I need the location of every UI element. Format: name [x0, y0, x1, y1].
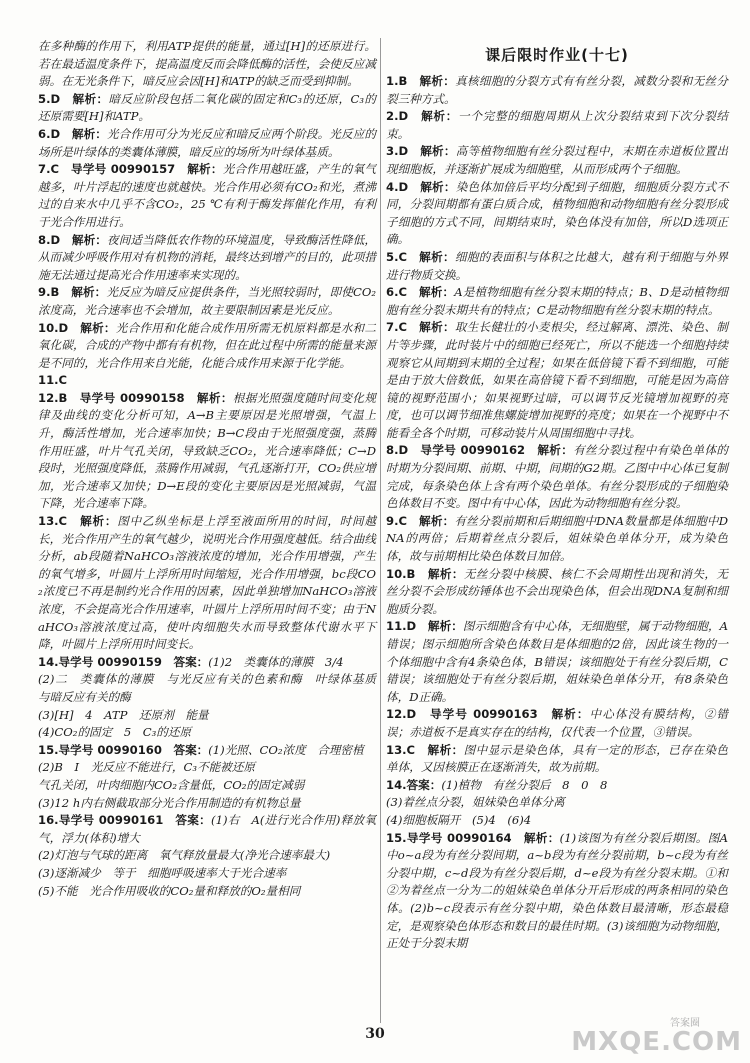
answer-text: 光合作用越旺盛，产生的氧气越多，叶片浮起的速度也就越快。光合作用必须有CO₂和光，煮沸过的自来水中几乎不含CO₂，25 ℃有利于酶发挥催化作用，有利于光合作用进行。 [38, 162, 376, 229]
answer-text: 一个完整的细胞周期从上次分裂结束到下次分裂结束。 [386, 109, 728, 141]
watermark-subtitle: 答案圈 [670, 1018, 700, 1029]
answer-item [38, 513, 376, 654]
answer-head: 导学号 00990159 答案： [58, 654, 209, 669]
answer-text: A是植物细胞有丝分裂末期的特点；B、D是动植物细胞有丝分裂末期共有的特点；C是动物细胞有丝分裂末期的特点。 [386, 285, 728, 317]
answer-head: D 导学号 00990162 解析： [398, 443, 574, 458]
answer-head: 答案： [406, 777, 442, 792]
answer-item [38, 161, 376, 231]
answer-text: (1)该图为有丝分裂后期图。图A中o~a段为有丝分裂间期，a~b段为有丝分裂前期，b~c段为有丝分裂中期，c~d段为有丝分裂后期，d~e段为有丝分裂末期。①和②为着丝点一分为二的姐妹染色单体分开后形成的两条相同的染色体。(2)b~c段表示有丝分裂中期，染色体数目最清晰，形态最稳定，是观察染色体形态和数目的最佳时期。(3)该细胞为动物细胞，正处于分裂末期 [386, 830, 728, 951]
answer-item [386, 179, 728, 249]
answer-number: 10. [38, 320, 59, 335]
answer-item [386, 830, 728, 953]
answer-text: 中心体没有膜结构，②错误；赤道板不是真实存在的结构，仅代表一个位置，③错误。 [386, 707, 728, 739]
answer-number: 13. [38, 514, 59, 529]
answer-item [38, 91, 376, 126]
answer-number: 12. [38, 390, 59, 405]
answer-head: C 解析： [406, 742, 464, 757]
answer-text: 图示细胞含有中心体，无细胞壁，属于动物细胞，A错误；图示细胞所含染色体数目是体细胞的2倍，因此该生物的一个体细胞中含有4条染色体，B错误；该细胞处于有丝分裂后期，C错误；该细胞处于有丝分裂后期，姐妹染色单体分开，有8条染色体，D正确。 [386, 619, 729, 704]
answer-head: D 导学号 00990163 解析： [406, 707, 590, 722]
answer-text: (1)右 A(进行光合作用)释放氧气，浮力(体积)增大 (2)灯泡与气球的距离 氧气释放量最大(净光合速率最大) (3)逐渐减少 等于 细胞呼吸速率大于光合速率 (5)不能 光合作用吸收的CO₂量和释放的O₂量相同 [38, 813, 377, 898]
answer-head: C [58, 373, 68, 388]
answer-number: 14. [386, 777, 407, 792]
answer-head: B 解析： [406, 566, 464, 581]
answer-item [38, 126, 376, 161]
answer-number: 13. [386, 742, 407, 757]
answer-number: 11. [386, 619, 407, 634]
answer-number: 15. [38, 742, 59, 757]
answer-item [38, 742, 376, 812]
answer-text: 细胞的表面积与体积之比越大，越有利于细胞与外界进行物质交换。 [386, 249, 728, 282]
answer-text: 高等植物细胞有丝分裂过程中，末期在赤道板位置出现细胞板，并逐渐扩展成为细胞壁，从而形成两个子细胞。 [386, 144, 728, 176]
answer-number: 14. [38, 654, 59, 669]
answer-head: D 解析： [406, 619, 463, 634]
answer-head: D 解析： [398, 179, 456, 194]
answer-item [38, 390, 376, 513]
answer-item [38, 654, 376, 742]
answer-head: C 解析： [58, 514, 118, 529]
right-answers [386, 73, 728, 953]
answer-number: 5. [386, 249, 399, 264]
answer-item [38, 232, 376, 285]
answer-head: C 解析： [398, 249, 455, 264]
answer-number: 8. [386, 443, 399, 458]
answer-head: D 解析： [50, 232, 108, 247]
answer-item [386, 513, 728, 566]
answer-text: 光合作用和化能合成作用所需无机原料都是水和二氧化碳，合成的产物中都有有机物，但在此过程中所需的能量来源是不同的，光合作用来自光能，化能合成作用来源于化学能。 [38, 320, 376, 370]
answer-number: 6. [38, 126, 51, 141]
answer-item [386, 742, 728, 777]
answer-head: C 解析： [398, 513, 455, 528]
answer-number: 7. [386, 320, 399, 335]
answer-item [386, 618, 728, 706]
answer-number: 16. [38, 813, 59, 828]
answer-item [386, 442, 728, 512]
answer-head: C 解析： [398, 320, 455, 335]
right-column [386, 38, 728, 953]
answer-number: 10. [386, 566, 407, 581]
answer-item [38, 812, 376, 900]
answer-item [386, 249, 728, 284]
answer-head: D 解析： [398, 144, 456, 159]
answer-number: 3. [386, 144, 399, 159]
answer-text: 暗反应阶段包括二氧化碳的固定和C₃的还原，C₃的还原需要[H]和ATP。 [38, 91, 377, 124]
answer-head: C 导学号 00990157 解析： [50, 162, 223, 177]
answer-text: 在多种酶的作用下，利用ATP提供的能量，通过[H]的还原进行。若在最适温度条件下，提高温度反而会降低酶的活性，会使反应减弱。在无光条件下，暗反应会因[H]和ATP的缺乏而受到抑制。 [38, 39, 376, 89]
answer-item [386, 143, 728, 178]
answer-number: 15. [386, 830, 407, 845]
answer-number: 9. [386, 513, 399, 528]
answer-head: C 解析： [398, 285, 455, 300]
answer-item [386, 319, 728, 442]
answer-number: 12. [386, 707, 407, 722]
answer-number: 4. [386, 179, 399, 194]
page-number: 30 [365, 1026, 385, 1042]
answer-head: D 解析： [398, 109, 459, 124]
answer-number: 9. [38, 285, 51, 300]
answer-item [386, 566, 728, 619]
column-divider [380, 38, 381, 1023]
answer-head: 导学号 00990160 答案： [58, 742, 209, 757]
answer-item [38, 284, 376, 319]
answer-number: 6. [386, 285, 399, 300]
answer-head: B 解析： [50, 285, 107, 300]
answer-text: 图中乙纵坐标是上浮至液面所用的时间，时间越长，光合作用产生的氧气越少，说明光合作用强度越低。结合曲线分析，ab段随着NaHCO₃溶液浓度的增加，光合作用增强，产生的氧气增多，叶圆片上浮所用时间缩短，光合作用增强，bc段CO₂浓度已不再是制约光合作用的因素，因此单独增加NaHCO₃溶液浓度，不会提高光合作用速率，叶圆片上浮所用时间不变；由于NaHCO₃溶液浓度过高，使叶肉细胞失水而导致整体代谢水平下降，叶圆片上浮所用时间变长。 [38, 514, 376, 652]
answer-item [386, 284, 728, 319]
answer-text: 夜间适当降低农作物的环境温度，导致酶活性降低，从而减少呼吸作用对有机物的消耗，最终达到增产的目的，此项措施无法通过提高光合作用速率来实现的。 [38, 232, 376, 282]
answer-number: 7. [38, 162, 51, 177]
answer-text: 图中显示是染色体，具有一定的形态，已存在染色单体，又因核膜正在逐渐消失，故为前期。 [386, 742, 728, 775]
answer-text: 染色体加倍后平均分配到子细胞，细胞质分裂方式不同，分裂间期都有蛋白质合成，植物细胞和动物细胞有丝分裂形成子细胞的方式不同，间期结束时，染色体没有加倍，所以D选项正确。 [386, 179, 728, 247]
section-title: 课后限时作业(十七) [485, 46, 629, 64]
answer-item [38, 38, 376, 91]
answer-text: 真核细胞的分裂方式有有丝分裂，减数分裂和无丝分裂三种方式。 [386, 74, 728, 106]
answer-text: (1)光照、CO₂浓度 合理密植 (2)B Ⅰ 光反应不能进行，C₃不能被还原 气孔关闭，叶肉细胞内CO₂含量低，CO₂的固定减弱 (3)12 h内右侧截取部分光合作用制造的有机物总量 [38, 742, 364, 810]
answer-number: 8. [38, 232, 51, 247]
answer-text: 根据光照强度随时间变化规律及曲线的变化分析可知，A→B主要原因是光照增强，气温上升，酶活性增加，光合速率加快；B→C段由于光照强度强，蒸腾作用旺盛，叶片气孔关闭，导致缺乏CO₂，光合速率降低；C→D段时，光照强度降低，蒸腾作用减弱，气孔逐渐打开，CO₂供应增加，光合速率又加快；D→E段的变化主要原因是光照减弱，气温下降，光合速率下降。 [38, 390, 376, 511]
answer-text: 光反应为暗反应提供条件，当光照较弱时，即使CO₂浓度高，光合速率也不会增加，故主要限制因素是光反应。 [38, 285, 376, 317]
answer-text: 有丝分裂前期和后期细胞中DNA数量都是体细胞中DNA的两倍；后期着丝点分裂后，姐妹染色单体分开，成为染色体，故与前期相比染色体数目加倍。 [386, 513, 728, 564]
answer-item [386, 73, 728, 108]
answer-item [386, 777, 728, 830]
answer-head: B 导学号 00990158 解析： [58, 390, 233, 405]
answer-text: 取生长健壮的小麦根尖，经过解离、漂洗、染色、制片等步骤，此时装片中的细胞已经死亡，所以不能选一个细胞持续观察它从间期到末期的全过程；如果在低倍镜下看不到细胞，可能是由于放大倍数低，如果在高倍镜下看不到细胞，可能是因为高倍镜的视野范围小；如果视野过暗，可以调节反光镜增加视野的亮度，也可以调节细准焦螺旋增加视野的亮度；如果在一个视野中不能看全各个时期，可移动装片从周围细胞中寻找。 [386, 320, 728, 440]
answer-head: D 解析： [58, 320, 116, 335]
answer-item [386, 706, 728, 741]
watermark-logo: MXQE.COM [571, 1027, 742, 1057]
answer-number: 11. [38, 373, 59, 388]
answer-text: 光合作用可分为光反应和暗反应两个阶段。光反应的场所是叶绿体的类囊体薄膜，暗反应的场所为叶绿体基质。 [38, 126, 376, 159]
answer-text: 有丝分裂过程中有染色单体的时期为分裂间期、前期、中期，间期的G2期。乙图中中心体已复制完成，每条染色体上含有两个染色单体。有丝分裂形成的子细胞染色体数目不变。图中有中心体，因此为动物细胞有丝分裂。 [386, 443, 728, 511]
left-column [38, 38, 376, 900]
answer-number: 2. [386, 109, 399, 124]
answer-number: 5. [38, 91, 51, 106]
answer-number: 1. [386, 74, 399, 88]
answer-text: (1)植物 有丝分裂后 8 0 8 (3)着丝点分裂，姐妹染色单体分离 (4)细胞板隔开 (5)4 (6)4 [386, 777, 608, 827]
answer-head: D 解析： [50, 126, 108, 141]
answer-item [38, 372, 376, 390]
answer-head: B 解析： [398, 74, 456, 88]
answer-text: 无丝分裂中核膜、核仁不会周期性出现和消失，无丝分裂不会形成纺锤体也不会出现染色体，但会出现DNA复制和细胞质分裂。 [386, 566, 728, 616]
answer-head: 导学号 00990161 答案： [58, 813, 212, 828]
answer-head: D 解析： [50, 91, 109, 106]
answer-text: (1)2 类囊体的薄膜 3/4 (2)二 类囊体的薄膜 与光反应有关的色素和酶 叶绿体基质 与暗反应有关的酶 (3)[H] 4 ATP 还原剂 能量 (4)CO₂的固定 5 C₃的还原 [38, 654, 376, 740]
answer-head: 导学号 00990164 解析： [406, 830, 560, 845]
answer-item [38, 320, 376, 373]
answer-item [386, 108, 728, 143]
